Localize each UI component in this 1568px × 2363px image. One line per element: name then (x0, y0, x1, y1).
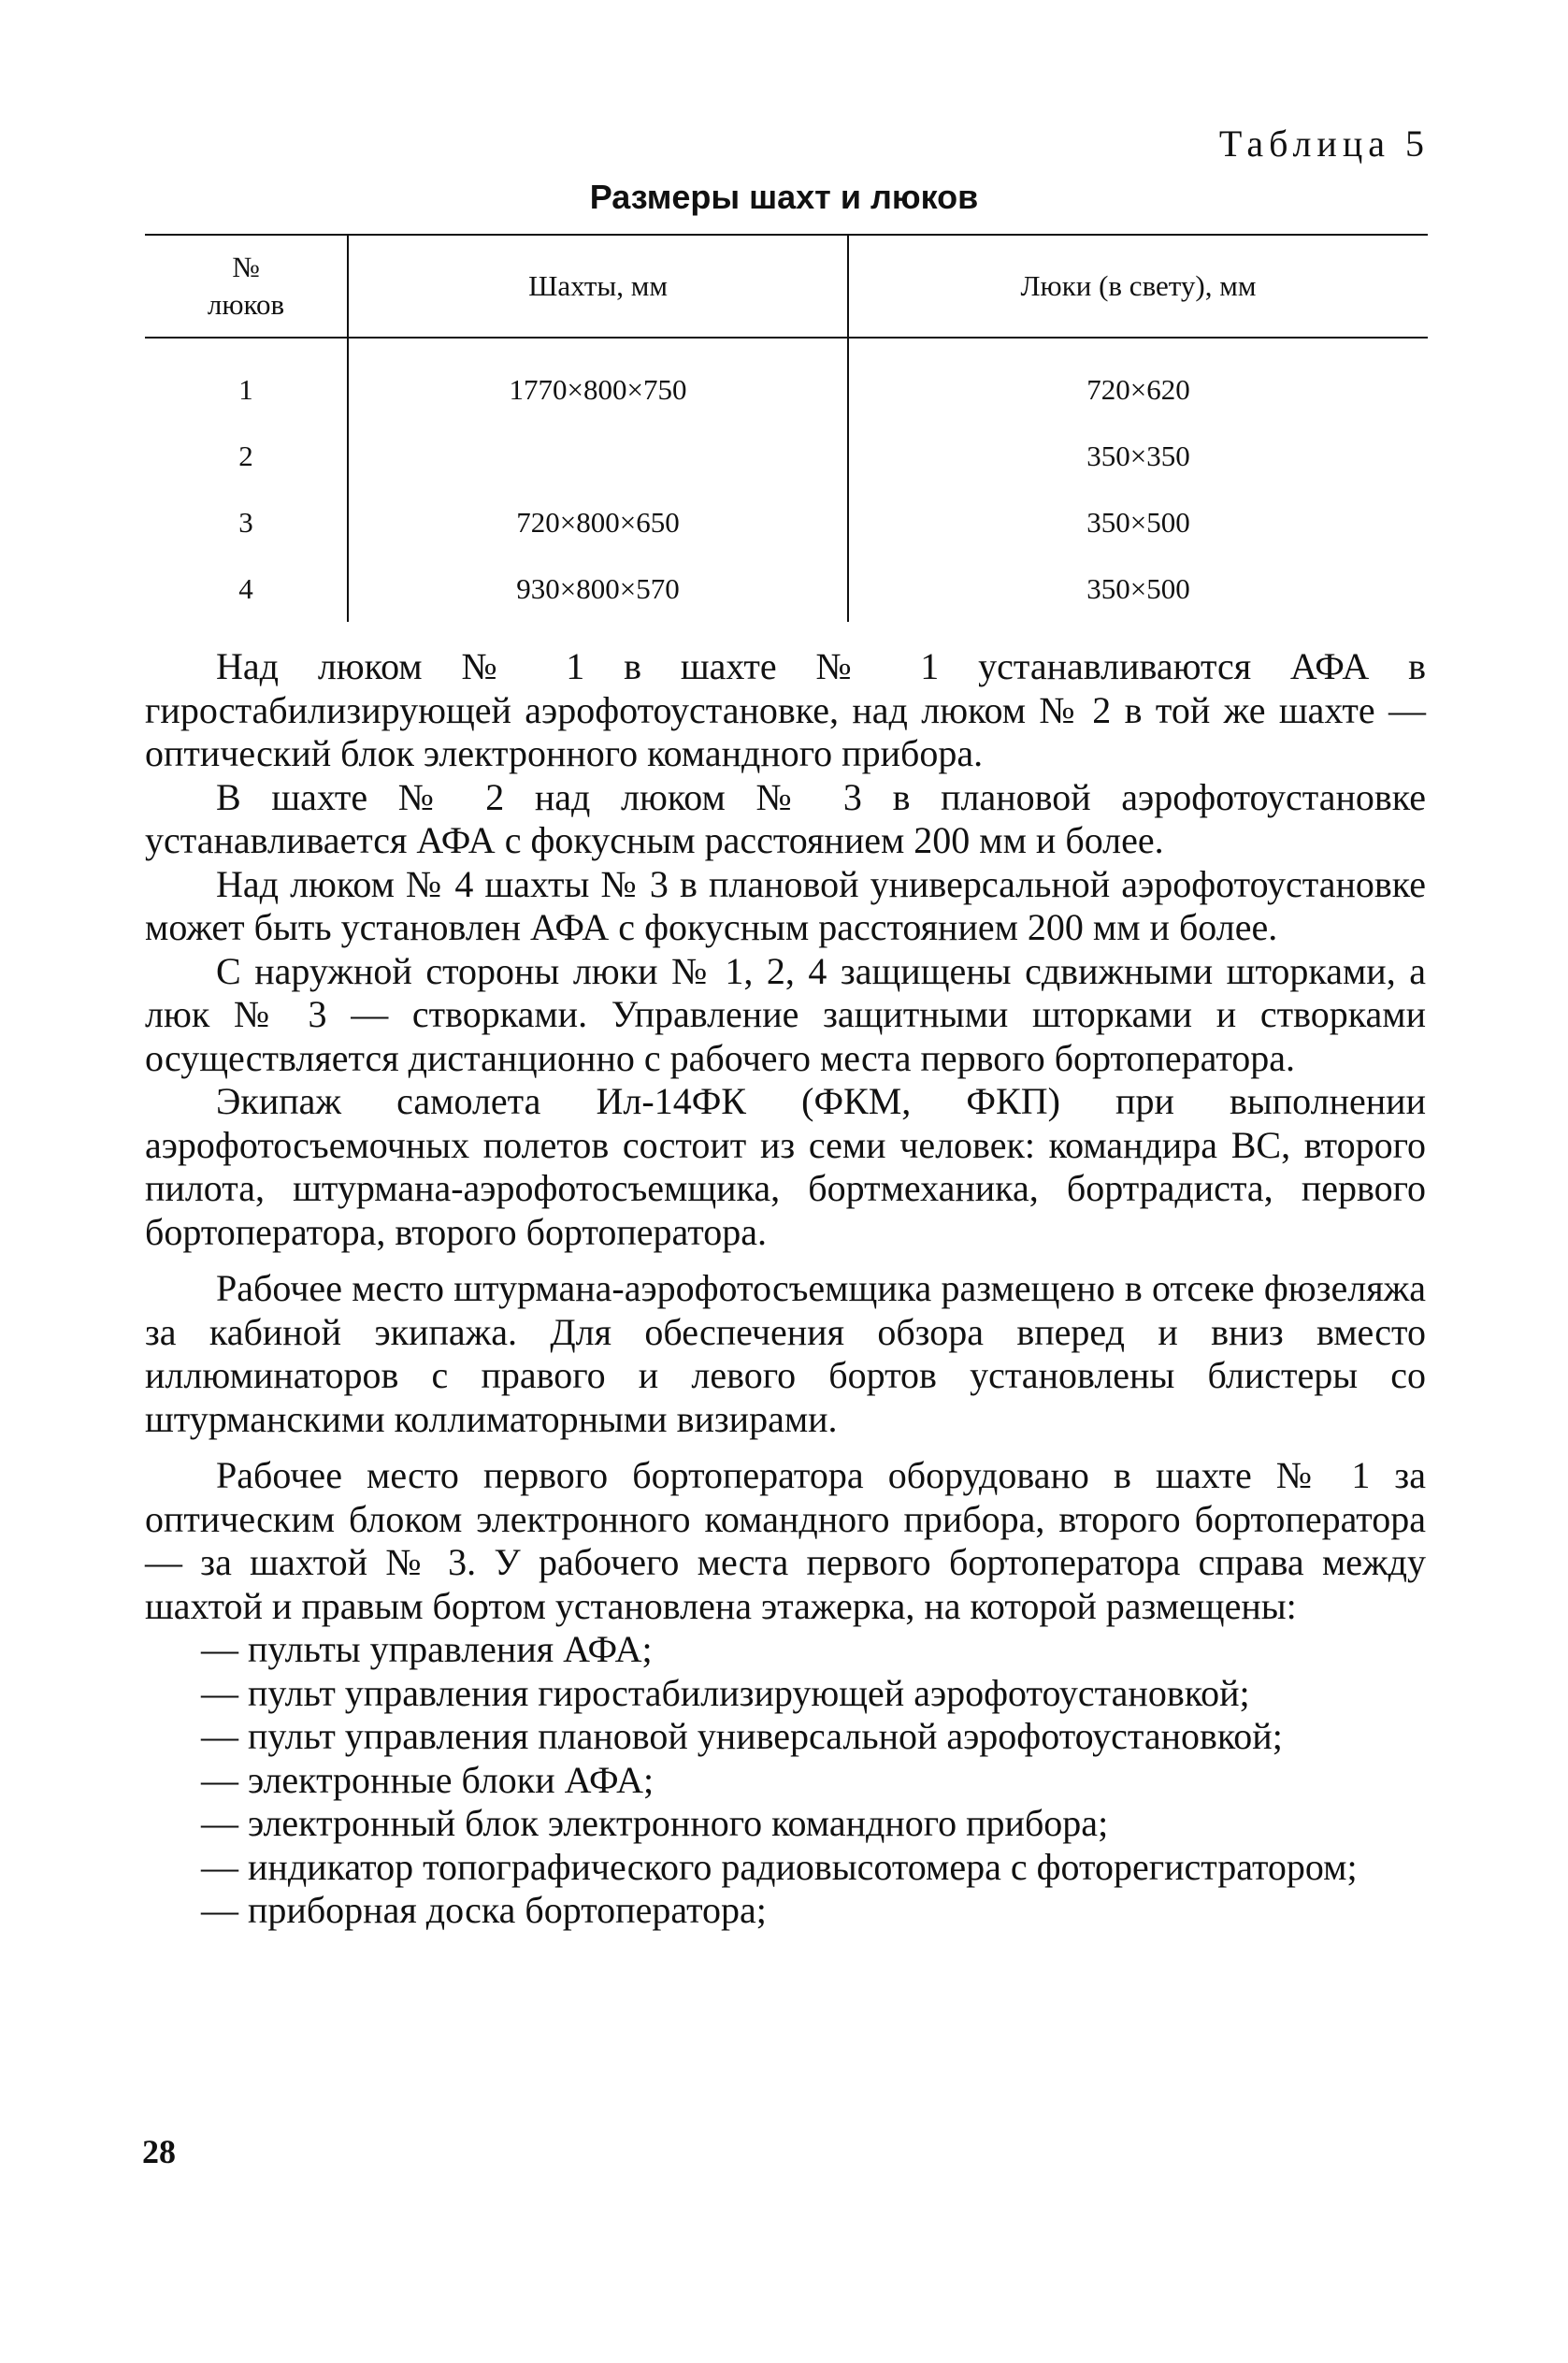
cell-shaft: 1770×800×750 (348, 338, 848, 423)
cell-hatch: 350×500 (1086, 571, 1190, 605)
cell-hatch: 350×500 (1086, 505, 1190, 539)
paragraph: В шахте № 2 над люком № 3 в плановой аэрофотоустановке устанавливается АФА с фокусным расстоянием 200 мм и более. (145, 775, 1426, 861)
table-title: Размеры шахт и люков (589, 178, 979, 216)
body-text (145, 645, 1426, 1933)
table-row (145, 423, 1428, 489)
header-hatch-number: № люков (145, 235, 348, 338)
list-item: — электронный блок электронного командного прибора; (201, 1802, 1109, 1844)
list-item: — приборная доска бортоператора; (201, 1889, 767, 1931)
paragraph: Над люком № 1 в шахте № 1 устанавливаются АФА в гиростабилизирующей аэрофотоустановке, над люком № 2 в той же шахте — оптический блок электронного командного прибора. (145, 645, 1426, 774)
cell-shaft (348, 423, 848, 489)
cell-number: 2 (145, 423, 348, 489)
table-row (145, 489, 1428, 555)
list-item: — пульт управления плановой универсальной аэрофотоустановкой; (201, 1715, 1283, 1757)
cell-hatch: 350×350 (1086, 439, 1190, 472)
list-item: — пульт управления гиростабилизирующей аэрофотоустановкой; (201, 1671, 1250, 1714)
table-header-row (145, 235, 1428, 338)
page-number: 28 (142, 2133, 176, 2170)
sizes-table (145, 234, 1428, 622)
list-item: — индикатор топографического радиовысотомера с фоторегистратором; (201, 1845, 1358, 1888)
cell-number: 1 (145, 338, 348, 423)
cell-shaft: 720×800×650 (348, 489, 848, 555)
paragraph: Рабочее место штурмана-аэрофотосъемщика размещено в отсеке фюзеляжа за кабиной экипажа. Для обеспечения обзора вперед и вниз вместо иллюминаторов с правого и левого бортов установлены блистеры со штурманскими коллиматорными визирами. (145, 1267, 1426, 1440)
paragraph: Экипаж самолета Ил-14ФК (ФКМ, ФКП) при выполнении аэрофотосъемочных полетов состоит из семи человек: командира ВС, второго пилота, штурмана-аэрофотосъемщика, бортмеханика, бортрадиста, первого бортоператора, второго бортоператора. (145, 1080, 1426, 1253)
paragraph: Над люком № 4 шахты № 3 в плановой универсальной аэрофотоустановке может быть установлен АФА с фокусным расстоянием 200 мм и более. (145, 862, 1426, 948)
list-item: — пульты управления АФА; (201, 1628, 653, 1670)
cell-number: 4 (145, 555, 348, 622)
header-shafts: Шахты, мм (348, 235, 848, 338)
table-label: Таблица 5 (1218, 122, 1430, 165)
paragraph: С наружной стороны люки № 1, 2, 4 защищены сдвижными шторками, а люк № 3 — створками. Управление защитными шторками и створками осуществляется дистанционно с рабочего места первого бортоператора. (145, 949, 1426, 1079)
cell-hatch: 720×620 (1086, 372, 1190, 406)
table-row (145, 555, 1428, 622)
cell-shaft: 930×800×570 (348, 555, 848, 622)
list-item: — электронные блоки АФА; (201, 1758, 655, 1801)
table-row (145, 338, 1428, 423)
header-hatches: Люки (в свету), мм (848, 235, 1428, 338)
cell-number: 3 (145, 489, 348, 555)
paragraph: Рабочее место первого бортоператора оборудовано в шахте № 1 за оптическим блоком электронного командного прибора, второго бортоператора — за шахтой № 3. У рабочего места первого бортоператора справа между шахтой и правым бортом установлена этажерка, на которой размещены: (145, 1454, 1426, 1627)
